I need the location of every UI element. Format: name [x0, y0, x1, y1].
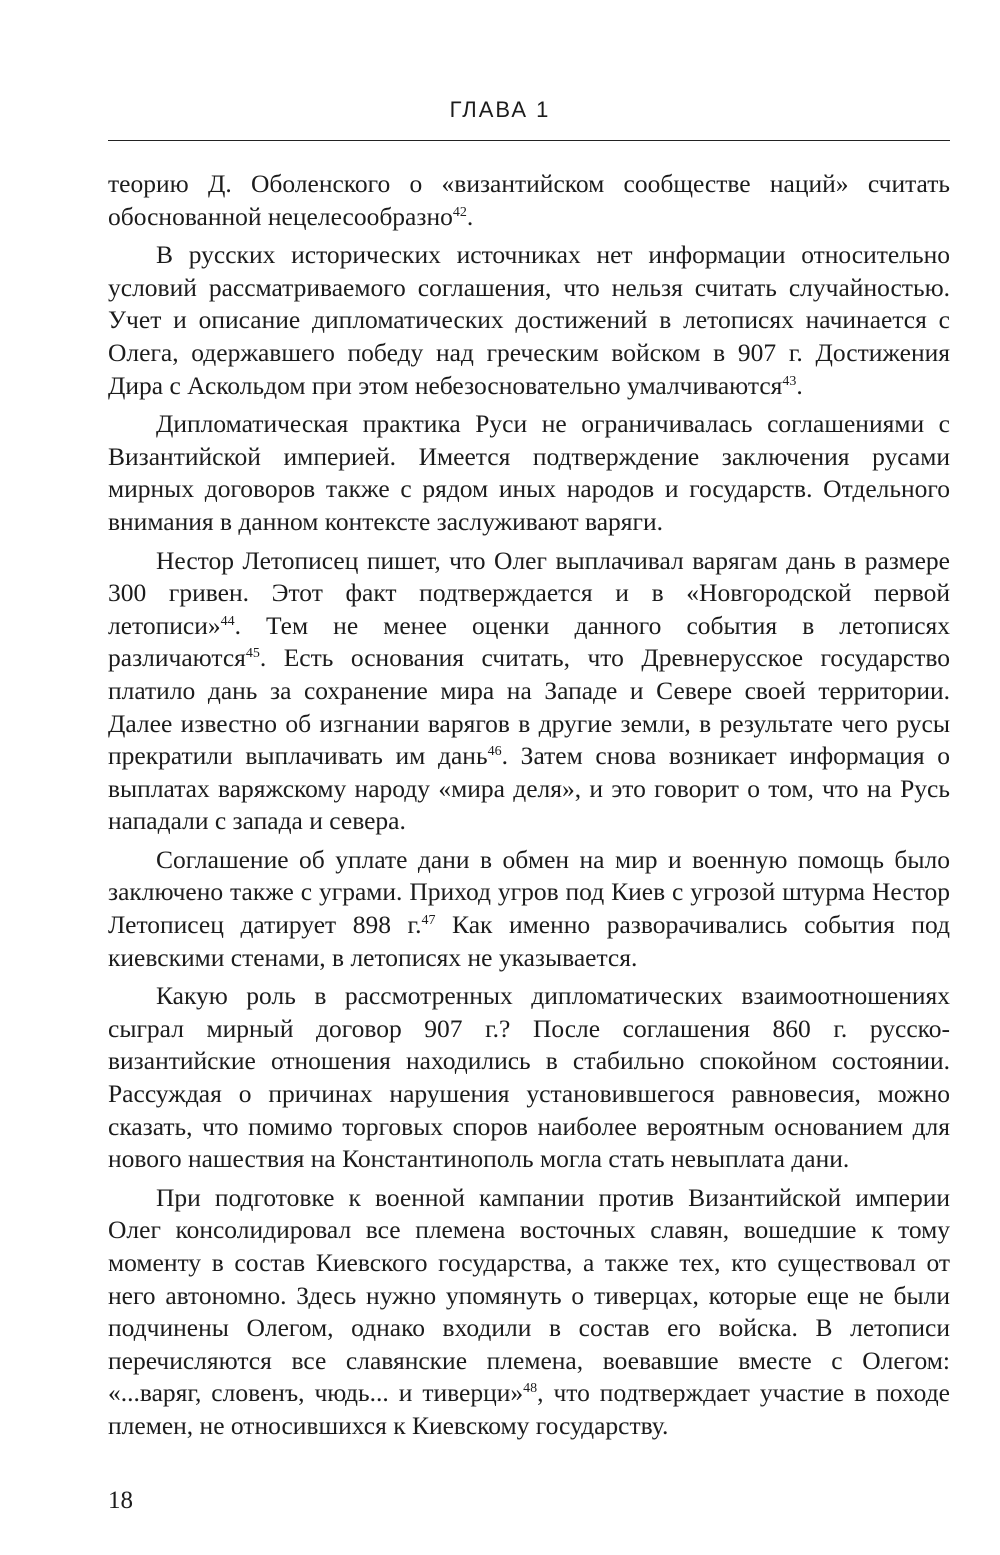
- paragraph: [108, 844, 950, 974]
- paragraph-text: Как именно разворачивались события под киевскими стенами, в летописях не указывается.: [108, 910, 950, 972]
- header-rule: [108, 140, 950, 141]
- paragraph-text: .: [796, 370, 803, 400]
- paragraph-text: Нестор Летописец пишет, что Олег выплачивал варягам дань в размере 300 гривен. Этот факт подтверждается и в «Новгородской первой летописи»: [108, 545, 950, 640]
- paragraph-text: . Тем не менее оценки данного события в летописях различаются: [108, 610, 950, 673]
- footnote-ref: 47: [421, 913, 436, 929]
- paragraph-text: .: [466, 201, 474, 231]
- footnote-ref: 43: [782, 373, 797, 389]
- footnote-ref: 45: [245, 646, 260, 662]
- paragraph-text: В русских исторических источниках нет информации относительно условий рассматриваемого соглашения, что нельзя считать случайностью. Учет и описание дипломатических достижений в летописях начинается с Олега, одержавшего победу над греческим войском в 907 г. Достижения Дира с Аскольдом при этом небезосновательно умалчиваются: [108, 240, 950, 400]
- paragraph-text: Какую роль в рассмотренных дипломатических взаимоотношениях сыграл мирный договор 907 г.? После соглашения 860 г. русско-византийские отношения находились в стабильно спокойном состоянии. Рассуждая о причинах нарушения установившегося равновесия, можно сказать, что помимо торговых споров наиболее вероятным основанием для нового нашествия на Константинополь могла стать невыплата дани.: [108, 981, 950, 1174]
- page-number: 18: [108, 1487, 133, 1514]
- footnote-ref: 44: [220, 613, 235, 629]
- paragraph-text: , что подтверждает участие в походе племен, не относившихся к Киевскому государству.: [108, 1378, 950, 1440]
- paragraph-text: теорию Д. Оболенского о «византийском сообществе наций» считать обоснованной нецелесообразно: [108, 169, 950, 231]
- paragraph: [108, 980, 950, 1176]
- paragraph: [108, 408, 950, 538]
- footnote-ref: 48: [523, 1381, 538, 1397]
- body-text: [108, 168, 950, 1449]
- paragraph: [108, 239, 950, 402]
- paragraph-text: . Затем снова возникает информация о выплатах варяжскому народу «мира деля», и это говорит о том, что на Русь нападали с запада и севера.: [108, 741, 950, 836]
- paragraph: [108, 545, 950, 838]
- paragraph-text: Соглашение об уплате дани в обмен на мир и военную помощь было заключено также с уграми. Приход угров под Киев с угрозой штурма Нестор Летописец датирует 898 г.: [108, 844, 950, 940]
- paragraph-text: Дипломатическая практика Руси не ограничивалась соглашениями с Византийской империей. Имеется подтверждение заключения русами мирных договоров также с рядом иных народов и государств. Отдельного внимания в данном контексте заслуживают варяги.: [108, 409, 950, 536]
- paragraph-text: При подготовке к военной кампании против Византийской империи Олег консолидировал все племена восточных славян, вошедшие к тому моменту в состав Киевского государства, а также тех, кто существовал от него автономно. Здесь нужно упомянуть о тиверцах, которые еще не были подчинены Олегом, однако входили в состав его войска. В летописи перечисляются все славянские племена, воевавшие вместе с Олегом: «...варяг, словенъ, чюдь... и тиверци»: [108, 1182, 950, 1408]
- footnote-ref: 46: [487, 744, 502, 760]
- footnote-ref: 42: [452, 204, 467, 220]
- paragraph-text: . Есть основания считать, что Древнерусское государство платило дань за сохранение мира на Западе и Севере своей территории. Далее известно об изгнании варягов в другие земли, в результате чего русы прекратили выплачивать им дань: [108, 643, 950, 771]
- paragraph: [108, 168, 950, 233]
- running-head: ГЛАВА 1: [449, 97, 551, 122]
- paragraph: [108, 1182, 950, 1443]
